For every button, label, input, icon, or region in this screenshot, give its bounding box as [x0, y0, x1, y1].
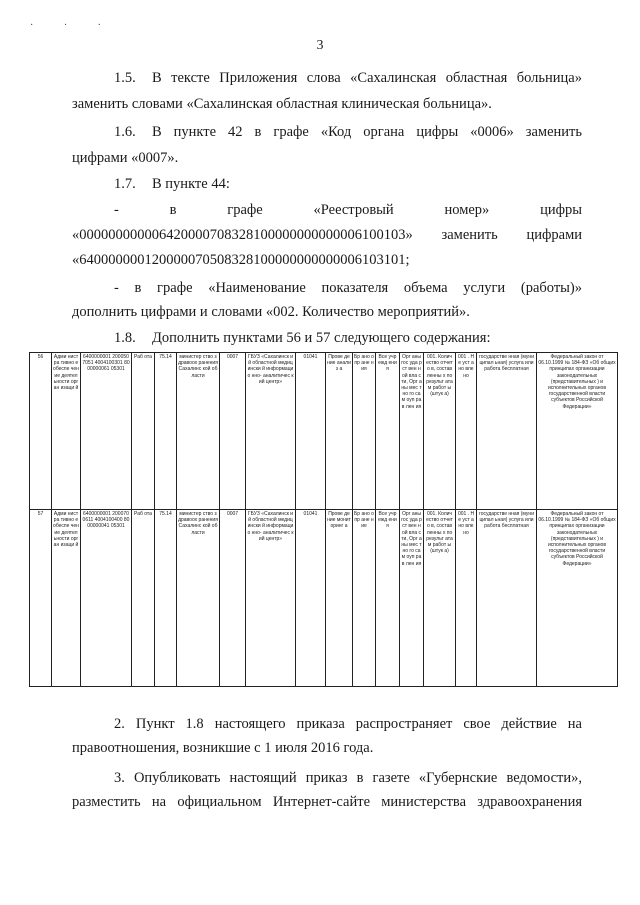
paragraph-2 — [72, 712, 582, 760]
registry-table — [29, 352, 618, 687]
cell-legal-basis: Федеральный закон от 06.10.1999 № 184-ФЗ «Об общих принципах организации законодательных (представительных ) и исполнительных органов государственной власти субъектов Российской Федерации» — [537, 510, 618, 687]
page-number: 3 — [316, 38, 324, 53]
paragraph-1-6 — [72, 122, 582, 142]
cell-okved: 75.14 — [155, 353, 177, 510]
text-line: разместить на официальном Интернет-сайте министерства здравоохранения — [72, 794, 582, 810]
cell-condition: Бр ано опр ане ние — [353, 510, 376, 687]
cell-name: Адми нистра тивно е обеспе чение деятел ьности орган изаци й — [52, 353, 81, 510]
cell-legal-basis: Федеральный закон от 06.10.1999 № 184-ФЗ «Об общих принципах организации законодательных (представительных ) и исполнительных органов государственной власти субъектов Российской Федерации» — [537, 353, 618, 510]
cell-quality-indicator: 001 . Не уст ано вле но — [456, 510, 477, 687]
cell-institution: ГБУЗ «Сахалинск ий областной медицински й информацио нно- аналитичес кий центр» — [246, 510, 296, 687]
item-number: 1.5. — [114, 70, 136, 86]
cell-code: 01041 — [296, 353, 326, 510]
text-line: В пункте 44: — [152, 176, 230, 192]
dash-item-2 — [72, 278, 582, 298]
cell-content: Прове дение монит оринг а — [326, 510, 353, 687]
cell-institution: ГБУЗ «Сахалинск ий областной медицински й информацио нно- аналитичес кий центр» — [246, 353, 296, 510]
cell-condition: Бр ано опр ане ния — [353, 353, 376, 510]
text-line: «640000000120000070508328100000000000006103101; — [72, 252, 410, 268]
cell-authority-code: 0007 — [220, 353, 246, 510]
cell-payment: государстве нная (муниципал ьная) услуга или работа бесплатная — [477, 353, 537, 510]
cell-volume-indicator: 001. Колич ество отчето в, состав ленны х по результ атам работ ы (штук а) — [424, 510, 456, 687]
text-line: «000000000006420000708328100000000000006100103» заменить цифрами — [72, 227, 582, 243]
paragraph-3 — [72, 766, 582, 814]
cell-form: Все учр ежд ени я — [376, 510, 400, 687]
paragraph-1-5-cont — [72, 94, 582, 114]
text-line: заменить словами «Сахалинская областная клиническая больница». — [72, 96, 492, 112]
scan-specks: · · · — [30, 20, 115, 31]
table-row — [30, 510, 618, 687]
cell-name: Адми нистра тивно е обеспе чение деятел ьности орган изаци й — [52, 510, 81, 687]
cell-authority: министер ство здравоох ранения Сахалинс кой области — [177, 353, 220, 510]
cell-number: 56 — [30, 353, 52, 510]
paragraph-1-8 — [72, 328, 582, 348]
cell-number: 57 — [30, 510, 52, 687]
dash-item-2-cont — [72, 302, 582, 322]
text-line: правоотношения, возникшие с 1 июля 2016 года. — [72, 740, 374, 756]
text-line: - в графе «Наименование показателя объема услуги (работы)» — [114, 280, 582, 296]
cell-content: Прове дение анализ а — [326, 353, 353, 510]
cell-consumers: Орг аны гос уда рст вен ной вла сти, Орг аны мес тно го сам оуп рав лен ия — [400, 510, 424, 687]
cell-type: Раб ота — [132, 353, 155, 510]
table-row — [30, 353, 618, 510]
cell-quality-indicator: 001 . Не уст ано вле но — [456, 353, 477, 510]
cell-registry-number: 6400000001 2000700611 4004100400 8000000041 05301 — [81, 510, 132, 687]
cell-authority: министер ство здравоох ранения Сахалинс кой области — [177, 510, 220, 687]
dash-item-1 — [72, 200, 582, 220]
cell-registry-number: 6400000001 2000507051 4004100301 8000000061 05301 — [81, 353, 132, 510]
text-line: - в графе «Реестровый номер» цифры — [114, 202, 582, 218]
item-number: 1.7. — [114, 176, 136, 192]
cell-volume-indicator: 001. Колич ество отчето в, состав ленны х по результ атам работ ы (штук а) — [424, 353, 456, 510]
item-number: 1.8. — [114, 330, 136, 346]
cell-form: Все учр ежд ени я — [376, 353, 400, 510]
cell-code: 01041 — [296, 510, 326, 687]
paragraph-1-5 — [72, 68, 582, 88]
cell-payment: государстве нная (муниципал ьная) услуга или работа бесплатная — [477, 510, 537, 687]
text-line: дополнить цифрами и словами «002. Количество мероприятий». — [72, 304, 470, 320]
paragraph-1-6-cont — [72, 148, 582, 168]
text-line: 2. Пункт 1.8 настоящего приказа распространяет свое действие на — [114, 716, 582, 732]
paragraph-1-7 — [72, 174, 582, 194]
text-line: В тексте Приложения слова «Сахалинская областная больница» — [152, 70, 582, 86]
cell-consumers: Орг аны гос уда рст вен ной вла сти, Орг аны мес тно го сам оуп рав лен ия — [400, 353, 424, 510]
dash-item-1-cont — [72, 225, 582, 245]
cell-okved: 75.14 — [155, 510, 177, 687]
text-line: 3. Опубликовать настоящий приказ в газете «Губернские ведомости», — [114, 770, 582, 786]
cell-type: Раб ота — [132, 510, 155, 687]
item-number: 1.6. — [114, 124, 136, 140]
text-line: В пункте 42 в графе «Код органа цифры «0006» заменить — [152, 124, 582, 140]
cell-authority-code: 0007 — [220, 510, 246, 687]
dash-item-1-cont2 — [72, 250, 582, 270]
text-line: Дополнить пунктами 56 и 57 следующего содержания: — [152, 330, 491, 346]
text-line: цифрами «0007». — [72, 150, 179, 166]
